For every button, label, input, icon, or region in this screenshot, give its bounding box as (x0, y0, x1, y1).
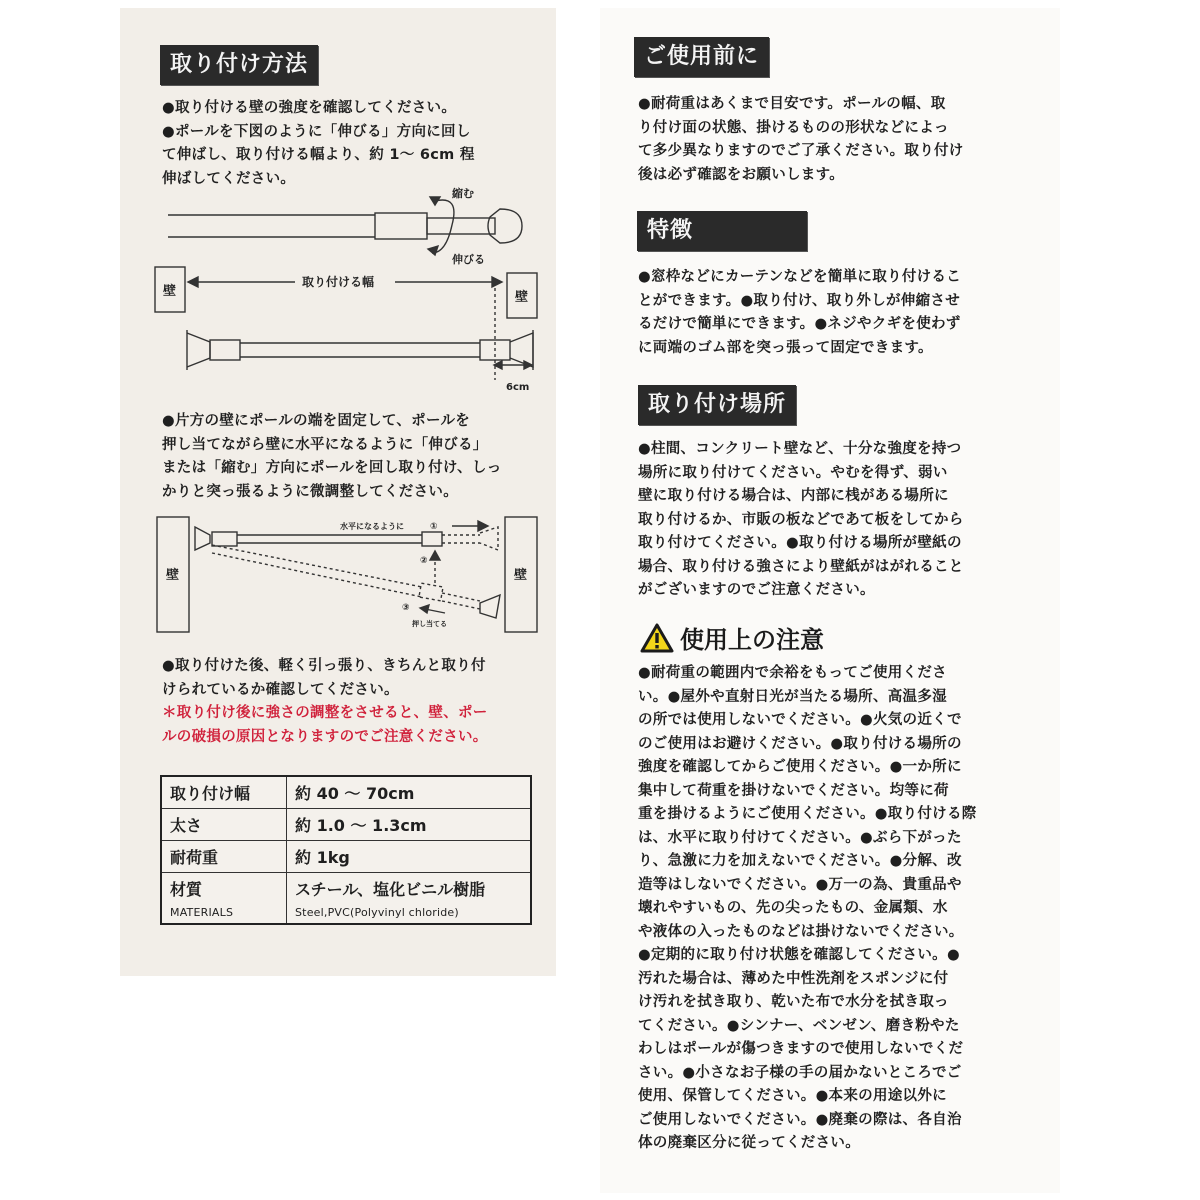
location-heading: 取り付け場所 (638, 385, 796, 425)
location-text (638, 438, 964, 603)
text-line: 汚れた場合は、薄めた中性洗剤をスポンジに付 (638, 970, 949, 987)
caution-text (638, 662, 977, 1156)
spec-key: 耐荷重 (161, 841, 287, 873)
spec-value-sub: Steel,PVC(Polyvinyl chloride) (295, 906, 459, 919)
table-row (161, 776, 531, 809)
caution-heading: 使用上の注意 (680, 626, 824, 654)
label-step3: ③ (402, 603, 410, 613)
features-heading: 特徴 (637, 211, 807, 251)
text-line: 使用、保管してください。●本来の用途以外に (638, 1088, 947, 1104)
label-wall-right: 壁 (514, 568, 528, 583)
spec-key-cell (161, 873, 287, 925)
install-step3-text (162, 655, 488, 749)
text-line: るだけで簡単にできます。●ネジやクギを使わず (638, 316, 961, 332)
text-line: 壁に取り付ける場合は、内部に桟がある場所に (638, 488, 949, 504)
text-line: 押し当てながら壁に水平になるように「伸びる」 (162, 436, 488, 453)
label-extend: 伸びる (452, 253, 485, 266)
warning-note-line: ＊取り付け後に強さの調整をさせると、壁、ポー (162, 705, 488, 721)
text-line: 重を掛けるようにご使用ください。●取り付ける際 (638, 806, 977, 822)
text-line: ●窓枠などにカーテンなどを簡単に取り付けるこ (638, 269, 962, 285)
text-line: ●取り付ける壁の強度を確認してください。 (162, 100, 457, 116)
install-intro-text (162, 97, 475, 191)
text-line: の所では使用しないでください。●火気の近くで (638, 712, 962, 728)
text-line: け汚れを拭き取り、乾いた布で水分を拭き取っ (638, 994, 949, 1010)
install-step2-text (162, 410, 502, 504)
spec-value: 約 1.0 ～ 1.3cm (287, 809, 532, 841)
text-line: わしはポールが傷つきますので使用しないでくだ (638, 1041, 964, 1057)
text-line: ●柱間、コンクリート壁など、十分な強度を持つ (638, 441, 962, 457)
table-row (161, 873, 531, 925)
text-line: ●耐荷重はあくまで目安です。ポールの幅、取 (638, 96, 946, 112)
text-line: 場合、取り付ける強さにより壁紙がはがれること (638, 558, 964, 575)
text-line: い。●屋外や直射日光が当たる場所、高温多湿 (638, 688, 947, 705)
text-line: ●片方の壁にポールの端を固定して、ポールを (162, 413, 471, 429)
label-6cm: 6cm (506, 382, 530, 393)
warning-note-line: ルの破損の原因となりますのでご注意ください。 (162, 728, 488, 745)
text-line: 取り付けるか、市販の板などであて板をしてから (638, 511, 964, 528)
text-line: や液体の入ったものなどは掛けないでください。 (638, 923, 964, 940)
text-line: て多少異なりますのでご了承ください。取り付け (638, 143, 964, 159)
spec-value-cell (287, 873, 532, 925)
label-wall-left: 壁 (166, 568, 180, 583)
text-line: て伸ばし、取り付ける幅より、約 1～ 6cm 程 (162, 147, 475, 163)
before-use-text (638, 93, 964, 187)
table-row (161, 809, 531, 841)
text-line: のご使用はお避けください。●取り付ける場所の (638, 735, 962, 752)
text-line: けられているか確認してください。 (162, 681, 399, 698)
before-use-heading: ご使用前に (634, 37, 769, 77)
spec-key: 取り付け幅 (161, 776, 287, 809)
text-line: または「縮む」方向にポールを回し取り付け、しっ (162, 460, 502, 476)
text-line: かりと突っ張るように微調整してください。 (162, 483, 458, 500)
pole-extension-diagram (150, 185, 550, 400)
install-method-heading: 取り付け方法 (160, 45, 318, 85)
text-line: 造等はしないでください。●万一の為、貴重品や (638, 876, 962, 893)
text-line: は、水平に取り付けてください。●ぶら下がった (638, 829, 962, 846)
spec-key: 太さ (161, 809, 287, 841)
text-line: 体の廃棄区分に従ってください。 (638, 1135, 860, 1151)
text-line: 取り付けてください。●取り付ける場所が壁紙の (638, 535, 962, 551)
label-step2: ② (420, 556, 428, 566)
text-line: がございますのでご注意ください。 (638, 582, 875, 598)
label-wall-right: 壁 (515, 290, 529, 305)
caution-heading-row (640, 620, 824, 655)
label-install-width: 取り付ける幅 (302, 275, 375, 289)
text-line: とができます。●取り付け、取り外しが伸縮させ (638, 292, 961, 309)
spec-table (160, 775, 532, 925)
text-line: 伸ばしてください。 (162, 170, 296, 187)
text-line: に両端のゴム部を突っ張って固定できます。 (638, 339, 933, 356)
text-line: さい。●小さなお子様の手の届かないところでご (638, 1064, 962, 1081)
text-line: り付け面の状態、掛けるものの形状などによっ (638, 119, 949, 136)
spec-value: スチール、塩化ビニル樹脂 (295, 880, 486, 899)
text-line: 壊れやすいもの、先の尖ったもの、金属類、水 (638, 900, 948, 916)
label-press: 押し当てる (412, 620, 447, 628)
label-horizontal: 水平になるように (340, 522, 404, 531)
features-text (638, 266, 961, 360)
text-line: ●耐荷重の範囲内で余裕をもってご使用くださ (638, 665, 947, 681)
label-step1: ① (430, 522, 438, 532)
table-row (161, 841, 531, 873)
text-line: ●定期的に取り付け状態を確認してください。● (638, 947, 960, 963)
spec-value: 約 1kg (287, 841, 532, 873)
text-line: 場所に取り付けてください。やむを得ず、弱い (638, 464, 948, 481)
spec-value: 約 40 ～ 70cm (287, 776, 532, 809)
label-shrink: 縮む (452, 187, 474, 200)
spec-key-sub: MATERIALS (170, 906, 234, 919)
text-line: てください。●シンナー、ベンゼン、磨き粉やた (638, 1017, 960, 1034)
text-line: り、急激に力を加えないでください。●分解、改 (638, 853, 962, 869)
text-line: ●ポールを下図のように「伸びる」方向に回し (162, 123, 471, 140)
text-line: 強度を確認してからご使用ください。●一か所に (638, 759, 962, 775)
label-wall-left: 壁 (163, 284, 177, 299)
text-line: 後は必ず確認をお願いします。 (638, 166, 845, 183)
spec-key: 材質 (170, 880, 203, 899)
text-line: 集中して荷重を掛けないでください。均等に荷 (638, 782, 949, 799)
text-line: ●取り付けた後、軽く引っ張り、きちんと取り付 (162, 658, 486, 674)
warning-triangle-icon (640, 623, 674, 653)
pole-mounting-diagram (150, 505, 550, 645)
text-line: ご使用しないでください。●廃棄の際は、各自治 (638, 1111, 962, 1128)
